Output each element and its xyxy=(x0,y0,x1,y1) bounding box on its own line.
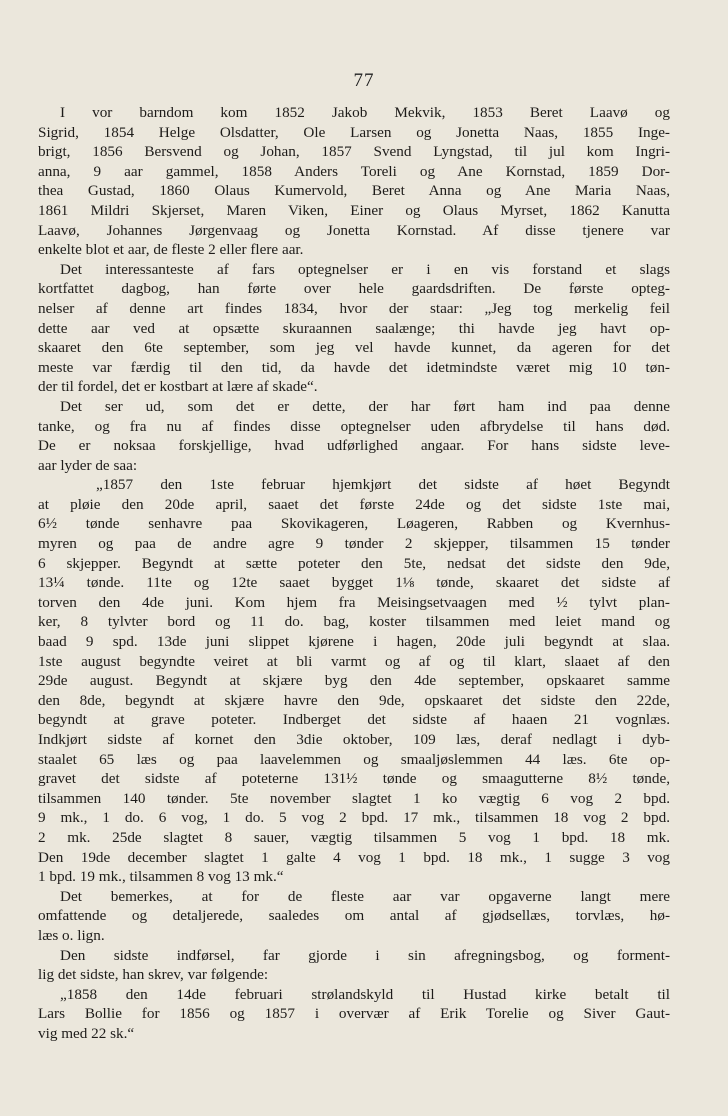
text-line: læs o. lign. xyxy=(38,926,105,944)
text-line: dette aar ved at opsætte skuraannen saalænge; thi havde jeg havt op- xyxy=(38,319,670,337)
text-line: staalet 65 læs og paa laavelemmen og smaaljøslemmen 44 læs. 6te op- xyxy=(38,750,670,768)
text-line: Det interessanteste af fars optegnelser er i en vis forstand et slags xyxy=(60,260,670,278)
text-line: den 8de, begyndt at skjære havre den 9de, opskaaret det sidste den 22de, xyxy=(38,691,670,709)
text-line: 6½ tønde senhavre paa Skovikageren, Løageren, Rabben og Kvernhus- xyxy=(38,515,670,533)
text-line: kortfattet dagbog, han førte over hele gaardsdriften. De første opteg- xyxy=(38,280,670,298)
text-line: skaaret den 6te september, som jeg vel havde kunnet, da ageren for det xyxy=(38,339,670,357)
text-line: I vor barndom kom 1852 Jakob Mekvik, 1853 Beret Laavø og xyxy=(60,104,670,121)
text-line: Den sidste indførsel, far gjorde i sin afregningsbog, og forment- xyxy=(60,946,670,964)
text-line: „1857 den 1ste februar hjemkjørt det sidste af høet Begyndt xyxy=(96,476,670,494)
text-line: 1ste august begyndte veiret at bli varmt og af og til klart, slaaet af den xyxy=(38,652,670,670)
text-line: 2 mk. 25de slagtet 8 sauer, vægtig tilsammen 5 vog 1 bpd. 18 mk. xyxy=(38,828,670,846)
text-line: at pløie den 20de april, saaet det første 24de og det sidste 1ste mai, xyxy=(38,495,670,513)
text-line: enkelte blot et aar, de fleste 2 eller flere aar. xyxy=(38,241,304,259)
text-line: 29de august. Begyndt at skjære byg den 4de september, opskaaret samme xyxy=(38,672,670,690)
text-line: aar lyder de saa: xyxy=(38,456,138,474)
text-line: omfattende og detaljerede, saaledes om antal af gjødsellæs, torvlæs, hø- xyxy=(38,907,670,925)
text-line: vig med 22 sk.“ xyxy=(38,1024,135,1042)
text-line: Sigrid, 1854 Helge Olsdatter, Ole Larsen og Jonetta Naas, 1855 Inge- xyxy=(38,123,670,141)
text-line: brigt, 1856 Bersvend og Johan, 1857 Svend Lyngstad, til jul kom Ingri- xyxy=(38,143,670,161)
text-line: der til fordel, det er kostbart at lære af skade“. xyxy=(38,378,318,396)
text-line: Det bemerkes, at for de fleste aar var opgaverne langt mere xyxy=(60,887,670,905)
text-line: Den 19de december slagtet 1 galte 4 vog 1 bpd. 18 mk., 1 sugge 3 vog xyxy=(38,848,670,866)
text-line: 13¼ tønde. 11te og 12te saaet bygget 1⅛ tønde, skaaret det sidste af xyxy=(38,574,670,592)
text-line: 1861 Mildri Skjerset, Maren Viken, Einer og Olaus Myrset, 1862 Kanutta xyxy=(38,201,670,219)
body-text xyxy=(38,103,670,1044)
text-line: myren og paa de andre agre 9 tønder 2 skjepper, tilsammen 15 tønder xyxy=(38,535,670,553)
text-line: ker, 8 tylvter bord og 11 do. bag, koster tilsammen med leiet mand og xyxy=(38,613,670,631)
text-line: „1858 den 14de februari strølandskyld til Hustad kirke betalt til xyxy=(60,985,670,1003)
text-line: meste var færdig til den tid, da havde det idetmindste været mig 10 tøn- xyxy=(38,358,670,376)
text-line: baad 9 spd. 13de juni slippet kjørene i hagen, 20de juli begyndt at slaa. xyxy=(38,633,670,651)
text-line: De er noksaa forskjellige, hvad udførlighed angaar. For hans sidste leve- xyxy=(38,437,670,455)
text-line: torven den 4de juni. Kom hjem fra Meisingsetvaagen med ½ tylvt plan- xyxy=(38,593,670,611)
page-number: 77 xyxy=(353,70,375,91)
text-line: tilsammen 140 tønder. 5te november slagtet 1 ko vægtig 6 vog 2 bpd. xyxy=(38,789,670,807)
text-line: Laavø, Johannes Jørgenvaag og Jonetta Kornstad. Af disse tjenere var xyxy=(38,221,670,239)
text-line: thea Gustad, 1860 Olaus Kumervold, Beret Anna og Ane Maria Naas, xyxy=(38,182,670,200)
text-line: Lars Bollie for 1856 og 1857 i overvær af Erik Torelie og Siver Gaut- xyxy=(38,1005,670,1023)
text-line: Indkjørt sidste af kornet den 3die oktober, 109 læs, deraf nedlagt i dyb- xyxy=(38,731,670,748)
text-line: begyndt at grave poteter. Indberget det sidste af haaen 21 vognlæs. xyxy=(38,711,670,729)
text-line: gravet det sidste af poteterne 131½ tønde og smaagutterne 8½ tønde, xyxy=(38,770,670,788)
text-line: anna, 9 aar gammel, 1858 Anders Toreli og Ane Kornstad, 1859 Dor- xyxy=(38,162,670,180)
text-line: 9 mk., 1 do. 6 vog, 1 do. 5 vog 2 bpd. 17 mk., tilsammen 18 vog 2 bpd. xyxy=(38,809,670,827)
text-line: 6 skjepper. Begyndt at sætte poteter den 5te, nedsat det sidste den 9de, xyxy=(38,554,670,572)
text-line: Det ser ud, som det er dette, der har ført ham ind paa denne xyxy=(60,397,670,415)
text-line: 1 bpd. 19 mk., tilsammen 8 vog 13 mk.“ xyxy=(38,868,284,886)
text-line: nelser af denne art findes 1834, hvor der staar: „Jeg tog merkelig feil xyxy=(38,299,670,317)
text-line: tanke, og fra nu af findes disse optegnelser uden afbrydelse til hans død. xyxy=(38,417,670,435)
text-line: lig det sidste, han skrev, var følgende: xyxy=(38,966,269,984)
